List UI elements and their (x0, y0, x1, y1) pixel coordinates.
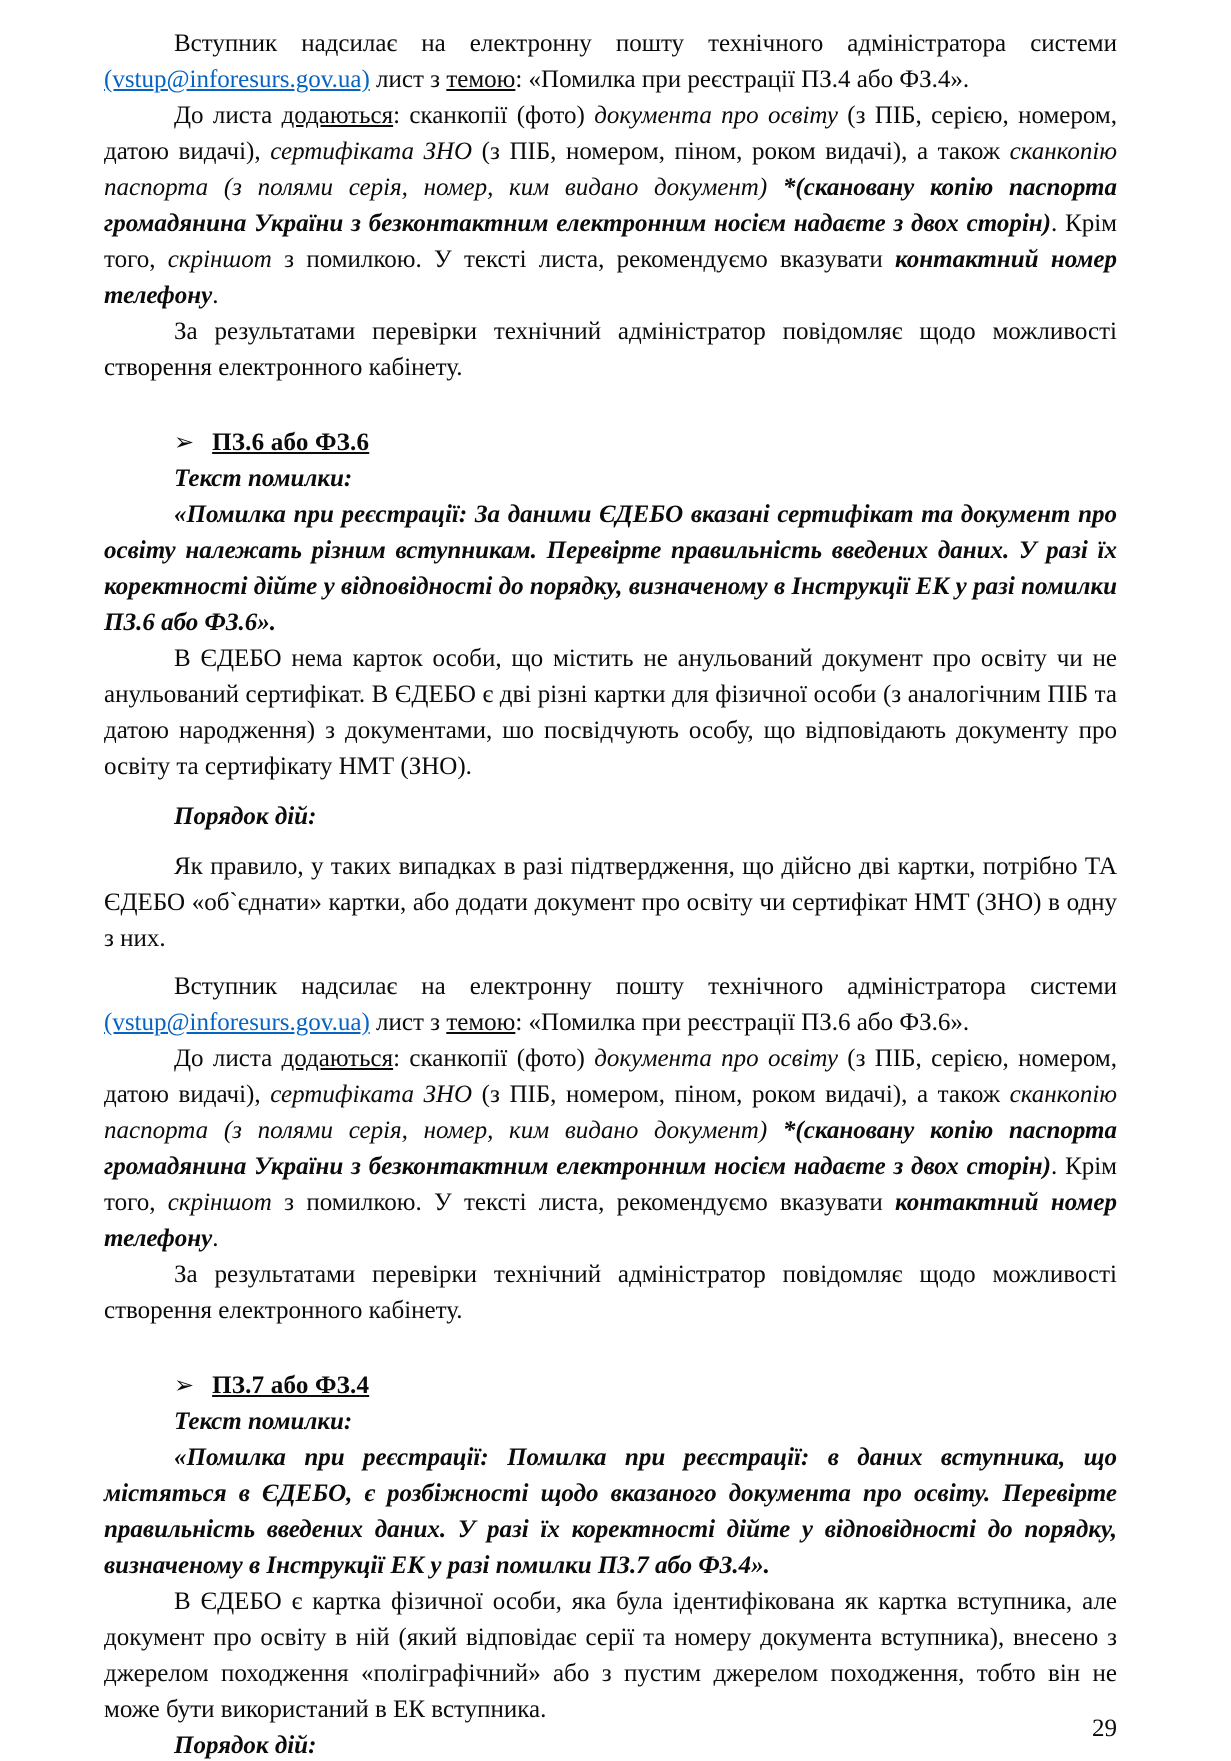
paragraph-actions-pz6: Як правило, у таких випадках в разі підтвердження, що дійсно дві картки, потрібно ТА ЄДЕБО «об`єднати» картки, або додати документ про освіту чи сертифікат НМТ (ЗНО) в одну з них. (104, 853, 1117, 952)
paragraph-attachments (104, 1041, 1117, 1257)
text-run: . Крім того, (104, 210, 1117, 273)
text-run: . (212, 282, 219, 309)
text-run: лист з (369, 1009, 447, 1036)
text-run: : сканкопії (фото) (393, 102, 595, 129)
bold-italic-run: *(скановану копію паспорта громадянина України з безконтактним електронним носієм надаєте з двох сторін) (104, 1117, 1117, 1180)
paragraph-error-message-pz7: «Помилка при реєстрації: Помилка при реєстрації: в даних вступника, що містяться в ЄДЕБО, є розбіжності щодо вказаного документа про освіту. Перевірте правильність введених даних. У разі їх коректності дійте у відповідності до порядку, визначеному в Інструкції ЕК у разі помилки ПЗ.7 або ФЗ.4». (104, 1444, 1117, 1579)
text-run: з помилкою. У тексті листа, рекомендуємо вказувати (271, 246, 896, 273)
paragraph-explanation-pz7: В ЄДЕБО є картка фізичної особи, яка була ідентифікована як картка вступника, але документ про освіту в ній (який відповідає серії та номеру документа вступника), внесено з джерелом походження «поліграфічний» або з пустим джерелом походження, тобто він не може бути використаний в ЕК вступника. (104, 1588, 1117, 1723)
arrow-bullet-icon: ➢ (174, 1371, 195, 1399)
text-run: . (212, 1225, 219, 1252)
paragraph-explanation-pz6: В ЄДЕБО нема карток особи, що містить не анульований документ про освіту чи не анульований сертифікат. В ЄДЕБО є дві різні картки для фізичної особи (з аналогічним ПІБ та датою народження) з документами, шо посвідчують особу, що відповідають документу про освіту та сертифікату НМТ (ЗНО). (104, 645, 1117, 780)
error-text-label: Текст помилки: (174, 1408, 353, 1435)
email-link[interactable]: (vstup@inforesurs.gov.ua) (104, 1009, 370, 1036)
paragraph-result: За результатами перевірки технічний адміністратор повідомляє щодо можливості створення електронного кабінету. (104, 318, 1117, 381)
arrow-bullet-icon: ➢ (174, 428, 195, 456)
bold-italic-run: *(скановану копію паспорта громадянина України з безконтактним електронним носієм надаєте з двох сторін) (104, 174, 1117, 237)
error-heading-text: ПЗ.6 або ФЗ.6 (212, 429, 370, 456)
error-heading-text: ПЗ.7 або ФЗ.4 (212, 1372, 370, 1399)
actions-label: Порядок дій: (174, 1732, 317, 1759)
text-run: (з ПІБ, серією, номером, датою видачі), (104, 102, 1117, 165)
underlined-word: темою (446, 66, 516, 93)
text-run: : сканкопії (фото) (393, 1045, 595, 1072)
error-heading-pz7 (104, 1367, 1117, 1404)
text-run: (з ПІБ, номером, піном, роком видачі), а також (472, 138, 1010, 165)
underlined-word: додаються (281, 102, 394, 129)
paragraph-email-pz4 (104, 26, 1117, 98)
paragraph-error-message-pz6: «Помилка при реєстрації: За даними ЄДЕБО вказані сертифікат та документ про освіту належать різним вступникам. Перевірте правильність введених даних. У разі їх коректності дійте у відповідності до порядку, визначеному в Інструкції ЕК у разі помилки ПЗ.6 або ФЗ.6». (104, 501, 1117, 636)
text-run: (з ПІБ, серією, номером, датою видачі), (104, 1045, 1117, 1108)
actions-label: Порядок дій: (174, 803, 317, 830)
italic-run: сертифіката ЗНО (270, 1081, 473, 1108)
text-run: лист з (369, 66, 447, 93)
bold-italic-run: контактний номер телефону (104, 246, 1117, 309)
text-run: : «Помилка при реєстрації ПЗ.4 або ФЗ.4». (515, 66, 970, 93)
text-run: з помилкою. У тексті листа, рекомендуємо вказувати (271, 1189, 896, 1216)
paragraph-email-pz6 (104, 969, 1117, 1041)
text-run: (з ПІБ, номером, піном, роком видачі), а також (472, 1081, 1010, 1108)
paragraph-attachments (104, 98, 1117, 314)
text-run: : «Помилка при реєстрації ПЗ.6 або ФЗ.6». (515, 1009, 970, 1036)
underlined-word: темою (446, 1009, 516, 1036)
italic-run: сканкопію паспорта (з полями серія, номер, ким видано документ) (104, 138, 1117, 201)
italic-run: сертифіката ЗНО (270, 138, 473, 165)
italic-run: сканкопію паспорта (з полями серія, номер, ким видано документ) (104, 1081, 1117, 1144)
italic-run: скріншот (167, 246, 272, 273)
text-run: . Крім того, (104, 1153, 1117, 1216)
error-heading-pz6 (104, 424, 1117, 461)
email-link[interactable]: (vstup@inforesurs.gov.ua) (104, 66, 370, 93)
italic-run: скріншот (167, 1189, 272, 1216)
italic-run: документа про освіту (594, 1045, 838, 1072)
text-run: Вступник надсилає на електронну пошту технічного адміністратора системи (174, 30, 1117, 57)
underlined-word: додаються (281, 1045, 394, 1072)
bold-italic-run: контактний номер телефону (104, 1189, 1117, 1252)
text-run: До листа (174, 102, 282, 129)
error-text-label: Текст помилки: (174, 465, 353, 492)
text-run: Вступник надсилає на електронну пошту технічного адміністратора системи (174, 973, 1117, 1000)
text-run: До листа (174, 1045, 282, 1072)
paragraph-result: За результатами перевірки технічний адміністратор повідомляє щодо можливості створення електронного кабінету. (104, 1261, 1117, 1324)
italic-run: документа про освіту (594, 102, 838, 129)
page-number: 29 (1092, 1715, 1117, 1742)
